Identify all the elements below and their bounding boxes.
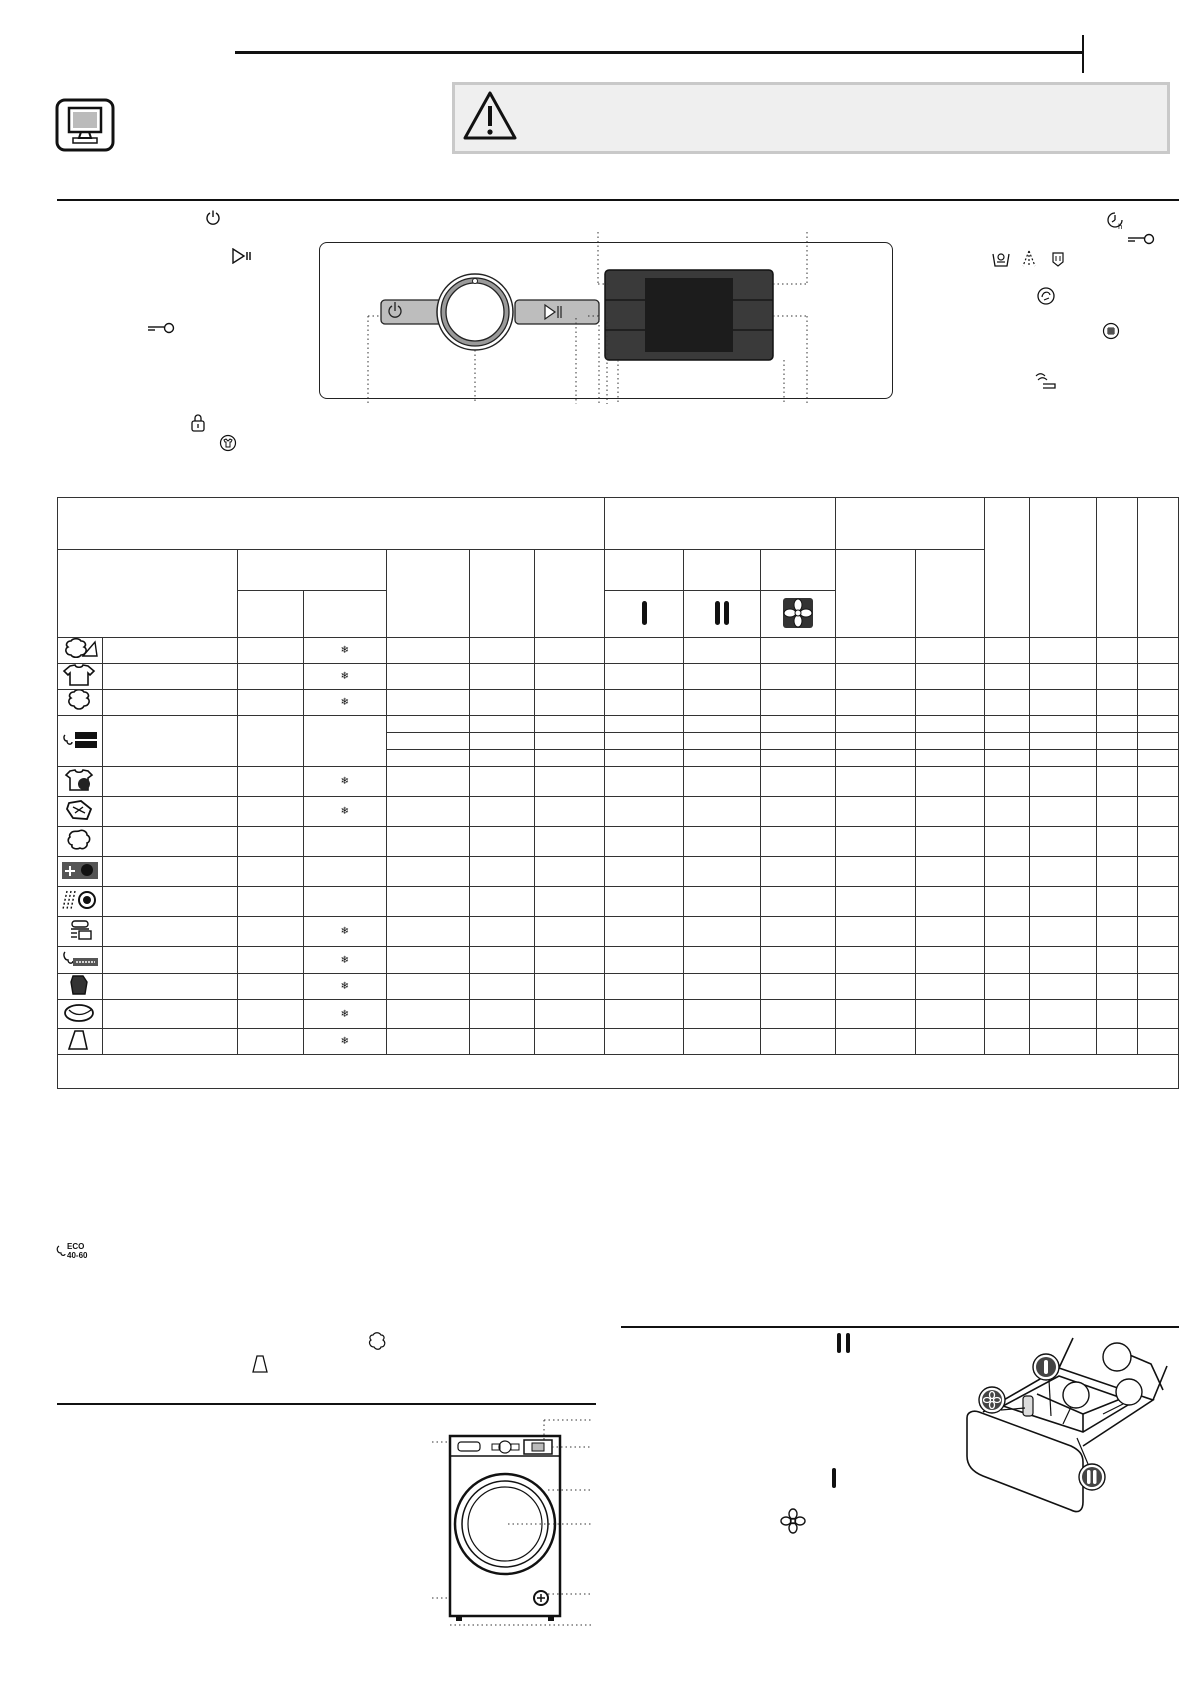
table-header-duration bbox=[534, 550, 605, 638]
table-header-name bbox=[58, 550, 238, 638]
power-icon bbox=[205, 209, 221, 225]
eco-label-line2: 40-60 bbox=[67, 1251, 88, 1260]
table-header-energy bbox=[836, 550, 916, 638]
table-row bbox=[58, 947, 1179, 974]
table-row bbox=[58, 767, 1179, 797]
silk-icon bbox=[61, 1029, 99, 1051]
rapid-30-icon bbox=[61, 919, 99, 941]
detergent-I-small-icon bbox=[829, 1466, 839, 1490]
table-header-detergent bbox=[605, 498, 836, 550]
cotton-icon bbox=[61, 638, 99, 660]
eco-snow-icon: ❄ bbox=[303, 917, 386, 947]
section-rule-right bbox=[621, 1326, 1179, 1328]
dark-icon bbox=[61, 974, 99, 996]
table-row bbox=[58, 887, 1179, 917]
detergent-II-small-icon bbox=[834, 1331, 854, 1355]
table-row bbox=[58, 917, 1179, 947]
table-header-water bbox=[915, 550, 985, 638]
table-header-load bbox=[836, 498, 985, 550]
header-rule bbox=[235, 51, 1083, 54]
eco-40-60-label bbox=[56, 1242, 96, 1262]
eco-snow-icon: ❄ bbox=[303, 664, 386, 690]
steam-refresh-icon bbox=[61, 889, 99, 911]
start-pause-icon bbox=[231, 248, 253, 264]
table-header-col-c bbox=[1097, 498, 1137, 638]
spray-icon bbox=[1020, 250, 1038, 268]
cotton-eco-icon bbox=[61, 690, 99, 712]
svg-text:h: h bbox=[1118, 223, 1123, 230]
control-panel-details bbox=[319, 232, 899, 408]
tap-icon bbox=[1033, 370, 1059, 390]
delay-timer-icon bbox=[1106, 210, 1126, 230]
table-footer bbox=[58, 1055, 1179, 1089]
table-header-col-d bbox=[1137, 498, 1178, 638]
table-header-program bbox=[58, 498, 605, 550]
wool-icon bbox=[61, 829, 99, 851]
eco-40-60-icon bbox=[61, 729, 99, 751]
table-row bbox=[58, 1000, 1179, 1029]
table-header-spin bbox=[386, 550, 470, 638]
delicates-icon bbox=[61, 1002, 99, 1024]
grid-icon bbox=[1102, 322, 1120, 340]
mixed-icon bbox=[61, 769, 99, 791]
synthetic-icon bbox=[61, 799, 99, 821]
stain-icon bbox=[991, 250, 1011, 268]
monitor-icon bbox=[55, 98, 115, 152]
silk-small-icon bbox=[250, 1354, 270, 1374]
table-row bbox=[58, 797, 1179, 827]
program-table bbox=[57, 497, 1179, 1089]
table-row bbox=[58, 827, 1179, 857]
table-row bbox=[58, 716, 1179, 733]
table-header-col-a bbox=[985, 498, 1029, 638]
table-header-temp bbox=[238, 550, 386, 591]
shirt-icon bbox=[61, 664, 99, 686]
key-icon bbox=[147, 321, 175, 335]
softener-flower-icon bbox=[760, 591, 836, 638]
detergent-II-icon bbox=[683, 591, 760, 638]
eco-snow-icon: ❄ bbox=[303, 974, 386, 1000]
table-header-col-b bbox=[1029, 498, 1097, 638]
washing-machine-illustration bbox=[432, 1418, 592, 1628]
eco-snow-icon: ❄ bbox=[303, 638, 386, 664]
softener-flower-small-icon bbox=[780, 1508, 806, 1534]
section-rule bbox=[57, 199, 1179, 201]
hand-wash-icon bbox=[1049, 250, 1067, 268]
table-header-max-load bbox=[470, 550, 535, 638]
spin-icon bbox=[1036, 286, 1056, 306]
table-row bbox=[58, 690, 1179, 716]
table-row bbox=[58, 857, 1179, 887]
eco-snow-icon: ❄ bbox=[303, 947, 386, 974]
table-row bbox=[58, 974, 1179, 1000]
table-header-prewash bbox=[605, 550, 684, 591]
cotton-20-icon bbox=[61, 948, 99, 970]
header-rule-tick bbox=[1082, 35, 1084, 73]
section-rule-left bbox=[57, 1403, 596, 1405]
eco-snow-icon: ❄ bbox=[303, 690, 386, 716]
warning-triangle-icon bbox=[462, 90, 518, 142]
key-icon-right bbox=[1127, 232, 1155, 246]
shirt-timer-icon bbox=[218, 434, 238, 452]
table-row bbox=[58, 638, 1179, 664]
eco-snow-icon: ❄ bbox=[303, 767, 386, 797]
cotton-small-icon bbox=[366, 1332, 388, 1352]
table-header-temp-range bbox=[303, 591, 386, 638]
eco-small-cotton-icon bbox=[56, 1244, 66, 1258]
eco-label-line1: ECO bbox=[67, 1242, 85, 1251]
table-header-mainwash bbox=[683, 550, 760, 591]
detergent-drawer-illustration bbox=[963, 1336, 1169, 1528]
table-row bbox=[58, 1029, 1179, 1055]
eco-snow-icon: ❄ bbox=[303, 1000, 386, 1029]
detergent-I-icon bbox=[605, 591, 684, 638]
eco-snow-icon: ❄ bbox=[303, 797, 386, 827]
table-header-temp-default bbox=[238, 591, 304, 638]
warning-box bbox=[452, 82, 1170, 154]
rinse-spin-icon bbox=[61, 859, 99, 881]
table-row bbox=[58, 664, 1179, 690]
eco-snow-icon: ❄ bbox=[303, 1029, 386, 1055]
lock-icon bbox=[190, 414, 206, 432]
table-header-softener bbox=[760, 550, 836, 591]
